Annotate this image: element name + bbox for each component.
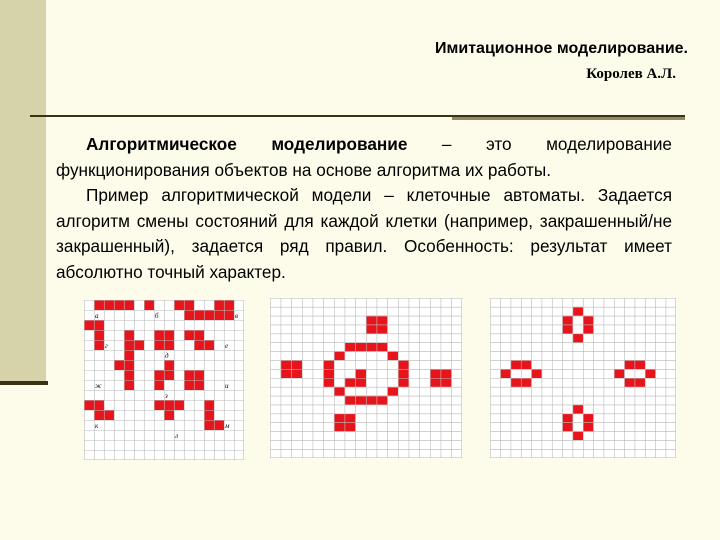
filled-cell [583, 422, 593, 431]
filled-cell [164, 370, 174, 380]
filled-cell [500, 369, 510, 378]
filled-cell [281, 369, 292, 378]
filled-cell [345, 414, 356, 423]
filled-cell [355, 378, 366, 387]
filled-cell [323, 369, 334, 378]
filled-cell [635, 360, 645, 369]
sidebar-edge [0, 381, 48, 385]
filled-cell [323, 378, 334, 387]
filled-cell [224, 300, 234, 310]
figure-letter-label: а [95, 312, 99, 320]
figure-letter-label: г [105, 342, 108, 350]
filled-cell [345, 378, 356, 387]
filled-cell [398, 369, 409, 378]
filled-cell [114, 300, 124, 310]
filled-cell [194, 370, 204, 380]
filled-cell [387, 387, 398, 396]
filled-cell [573, 334, 583, 343]
filled-cell [124, 370, 134, 380]
filled-cell [154, 400, 164, 410]
filled-cell [94, 300, 104, 310]
filled-cell [377, 325, 388, 334]
filled-cell [214, 310, 224, 320]
filled-cell [94, 320, 104, 330]
filled-cell [204, 420, 214, 430]
filled-cell [124, 340, 134, 350]
term-bold: Алгоритмическое моделирование [86, 134, 408, 154]
filled-cell [334, 351, 345, 360]
filled-cell [204, 340, 214, 350]
filled-cell [334, 387, 345, 396]
filled-cell [334, 414, 345, 423]
filled-cell [214, 420, 224, 430]
filled-cell [154, 380, 164, 390]
filled-cell [377, 316, 388, 325]
filled-cell [345, 342, 356, 351]
filled-cell [430, 378, 441, 387]
filled-cell [562, 414, 572, 423]
filled-cell [94, 410, 104, 420]
filled-cell [164, 360, 174, 370]
filled-cell [194, 340, 204, 350]
figure-letter-label: в [235, 312, 239, 320]
filled-cell [204, 400, 214, 410]
filled-cell [345, 396, 356, 405]
filled-cell [614, 369, 624, 378]
filled-cell [204, 310, 214, 320]
paragraph-example: Пример алгоритмической модели – клеточные автоматы. Задается алгоритм смены состояний для каждой клетки (например, закрашенный/не закрашенный), задается ряд правил. Особенность: результат имеет абсолютно точный характер. [56, 185, 672, 282]
filled-cell [430, 369, 441, 378]
filled-cell [583, 325, 593, 334]
filled-cell [583, 316, 593, 325]
figure-letter-label: з [165, 392, 168, 400]
filled-cell [377, 396, 388, 405]
filled-cell [104, 300, 114, 310]
filled-cell [291, 369, 302, 378]
filled-cell [154, 330, 164, 340]
figure-letter-label: е [225, 342, 229, 350]
filled-cell [521, 378, 531, 387]
filled-cell [511, 360, 521, 369]
filled-cell [355, 342, 366, 351]
filled-cell [184, 380, 194, 390]
filled-cell [366, 342, 377, 351]
slide-title: Имитационное моделирование. [435, 40, 688, 57]
figure-letter-label: к [95, 422, 99, 430]
definition-text: – это моделирование функционирования объектов на основе алгоритма их работы. [56, 134, 672, 180]
figure-letter-label: б [155, 312, 159, 320]
filled-cell [573, 431, 583, 440]
filled-cell [164, 410, 174, 420]
filled-cell [366, 325, 377, 334]
figure-letter-label: и [225, 382, 229, 390]
filled-cell [94, 400, 104, 410]
filled-cell [511, 378, 521, 387]
filled-cell [355, 396, 366, 405]
figure-letter-label: м [225, 422, 230, 430]
filled-cell [645, 369, 655, 378]
filled-cell [366, 396, 377, 405]
filled-cell [562, 325, 572, 334]
filled-cell [562, 422, 572, 431]
filled-cell [377, 342, 388, 351]
filled-cell [124, 360, 134, 370]
filled-cell [345, 422, 356, 431]
figure-oscillators [490, 298, 676, 458]
filled-cell [291, 360, 302, 369]
figure-letter-label: ж [95, 382, 102, 390]
filled-cell [84, 400, 94, 410]
filled-cell [573, 307, 583, 316]
filled-cell [624, 378, 634, 387]
filled-cell [124, 300, 134, 310]
filled-cell [134, 340, 144, 350]
filled-cell [124, 350, 134, 360]
filled-cell [573, 405, 583, 414]
filled-cell [174, 400, 184, 410]
filled-cell [84, 320, 94, 330]
filled-cell [94, 340, 104, 350]
filled-cell [94, 330, 104, 340]
filled-cell [184, 300, 194, 310]
slide-author: Королев А.Л. [586, 66, 676, 82]
filled-cell [144, 300, 154, 310]
filled-cell [194, 380, 204, 390]
filled-cell [214, 300, 224, 310]
filled-cell [624, 360, 634, 369]
filled-cell [204, 410, 214, 420]
filled-cell [184, 310, 194, 320]
filled-cell [635, 378, 645, 387]
filled-cell [366, 316, 377, 325]
filled-cell [154, 340, 164, 350]
filled-cell [323, 360, 334, 369]
filled-cell [441, 378, 452, 387]
filled-cell [114, 360, 124, 370]
filled-cell [398, 378, 409, 387]
sidebar-strip [0, 0, 46, 383]
filled-cell [224, 310, 234, 320]
filled-cell [124, 380, 134, 390]
filled-cell [387, 351, 398, 360]
paragraph-definition [56, 132, 672, 183]
filled-cell [194, 310, 204, 320]
filled-cell [164, 400, 174, 410]
filled-cell [531, 369, 541, 378]
figure-tetrominoes [84, 300, 244, 460]
filled-cell [441, 369, 452, 378]
filled-cell [184, 330, 194, 340]
divider-accent [452, 117, 685, 120]
filled-cell [164, 330, 174, 340]
filled-cell [562, 316, 572, 325]
filled-cell [194, 330, 204, 340]
filled-cell [398, 360, 409, 369]
slide-body [56, 132, 672, 285]
filled-cell [164, 340, 174, 350]
filled-cell [174, 300, 184, 310]
figure-letter-label: д [165, 352, 169, 360]
filled-cell [521, 360, 531, 369]
filled-cell [355, 369, 366, 378]
filled-cell [104, 410, 114, 420]
figure-glider-gun [270, 298, 462, 458]
filled-cell [334, 422, 345, 431]
filled-cell [184, 370, 194, 380]
filled-cell [583, 414, 593, 423]
filled-cell [281, 360, 292, 369]
figure-letter-label: л [175, 432, 179, 440]
filled-cell [124, 330, 134, 340]
filled-cell [154, 370, 164, 380]
